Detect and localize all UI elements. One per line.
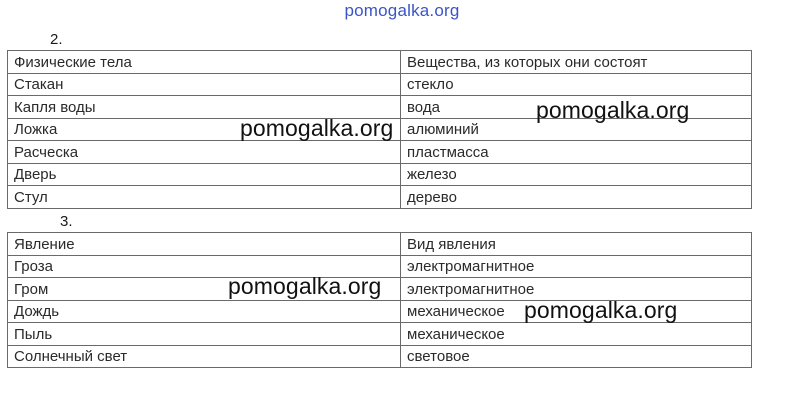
watermark-text: pomogalka.org xyxy=(536,97,690,123)
task-3-number: 3. xyxy=(60,213,73,230)
table-header-row xyxy=(8,233,752,256)
table-row xyxy=(8,163,752,186)
table-header-row xyxy=(8,51,752,74)
phenomenon-cell: Гроза xyxy=(8,255,401,278)
watermark-text: pomogalka.org xyxy=(240,115,394,141)
table-row xyxy=(8,141,752,164)
body-name-cell: Капля воды xyxy=(8,96,401,119)
site-watermark-header: pomogalka.org xyxy=(344,1,460,20)
substance-cell: стекло xyxy=(401,73,752,96)
phenomenon-type-cell: электромагнитное xyxy=(401,278,752,301)
header-cell: Вещества, из которых они состоят xyxy=(401,51,752,74)
phenomenon-type-cell: световое xyxy=(401,345,752,368)
body-name-cell: Стакан xyxy=(8,73,401,96)
table-row xyxy=(8,345,752,368)
phenomenon-cell: Дождь xyxy=(8,300,401,323)
phenomenon-cell: Солнечный свет xyxy=(8,345,401,368)
phenomenon-cell: Пыль xyxy=(8,323,401,346)
substance-cell: дерево xyxy=(401,186,752,209)
body-name-cell: Стул xyxy=(8,186,401,209)
task-2-number: 2. xyxy=(50,31,63,48)
body-name-cell: Ложка xyxy=(8,118,401,141)
body-name-cell: Дверь xyxy=(8,163,401,186)
substance-cell: железо xyxy=(401,163,752,186)
header-cell: Вид явления xyxy=(401,233,752,256)
substance-cell: пластмасса xyxy=(401,141,752,164)
phenomenon-cell: Гром xyxy=(8,278,401,301)
phenomenon-type-cell: электромагнитное xyxy=(401,255,752,278)
table-row xyxy=(8,186,752,209)
table-row xyxy=(8,73,752,96)
phenomenon-type-cell: механическое xyxy=(401,323,752,346)
header-cell: Явление xyxy=(8,233,401,256)
header-cell: Физические тела xyxy=(8,51,401,74)
substance-cell: вода xyxy=(401,96,752,119)
substance-cell: алюминий xyxy=(401,118,752,141)
watermark-text: pomogalka.org xyxy=(524,297,678,323)
watermark-text: pomogalka.org xyxy=(228,273,382,299)
phenomenon-type-cell: механическое xyxy=(401,300,752,323)
table-row xyxy=(8,323,752,346)
body-name-cell: Расческа xyxy=(8,141,401,164)
